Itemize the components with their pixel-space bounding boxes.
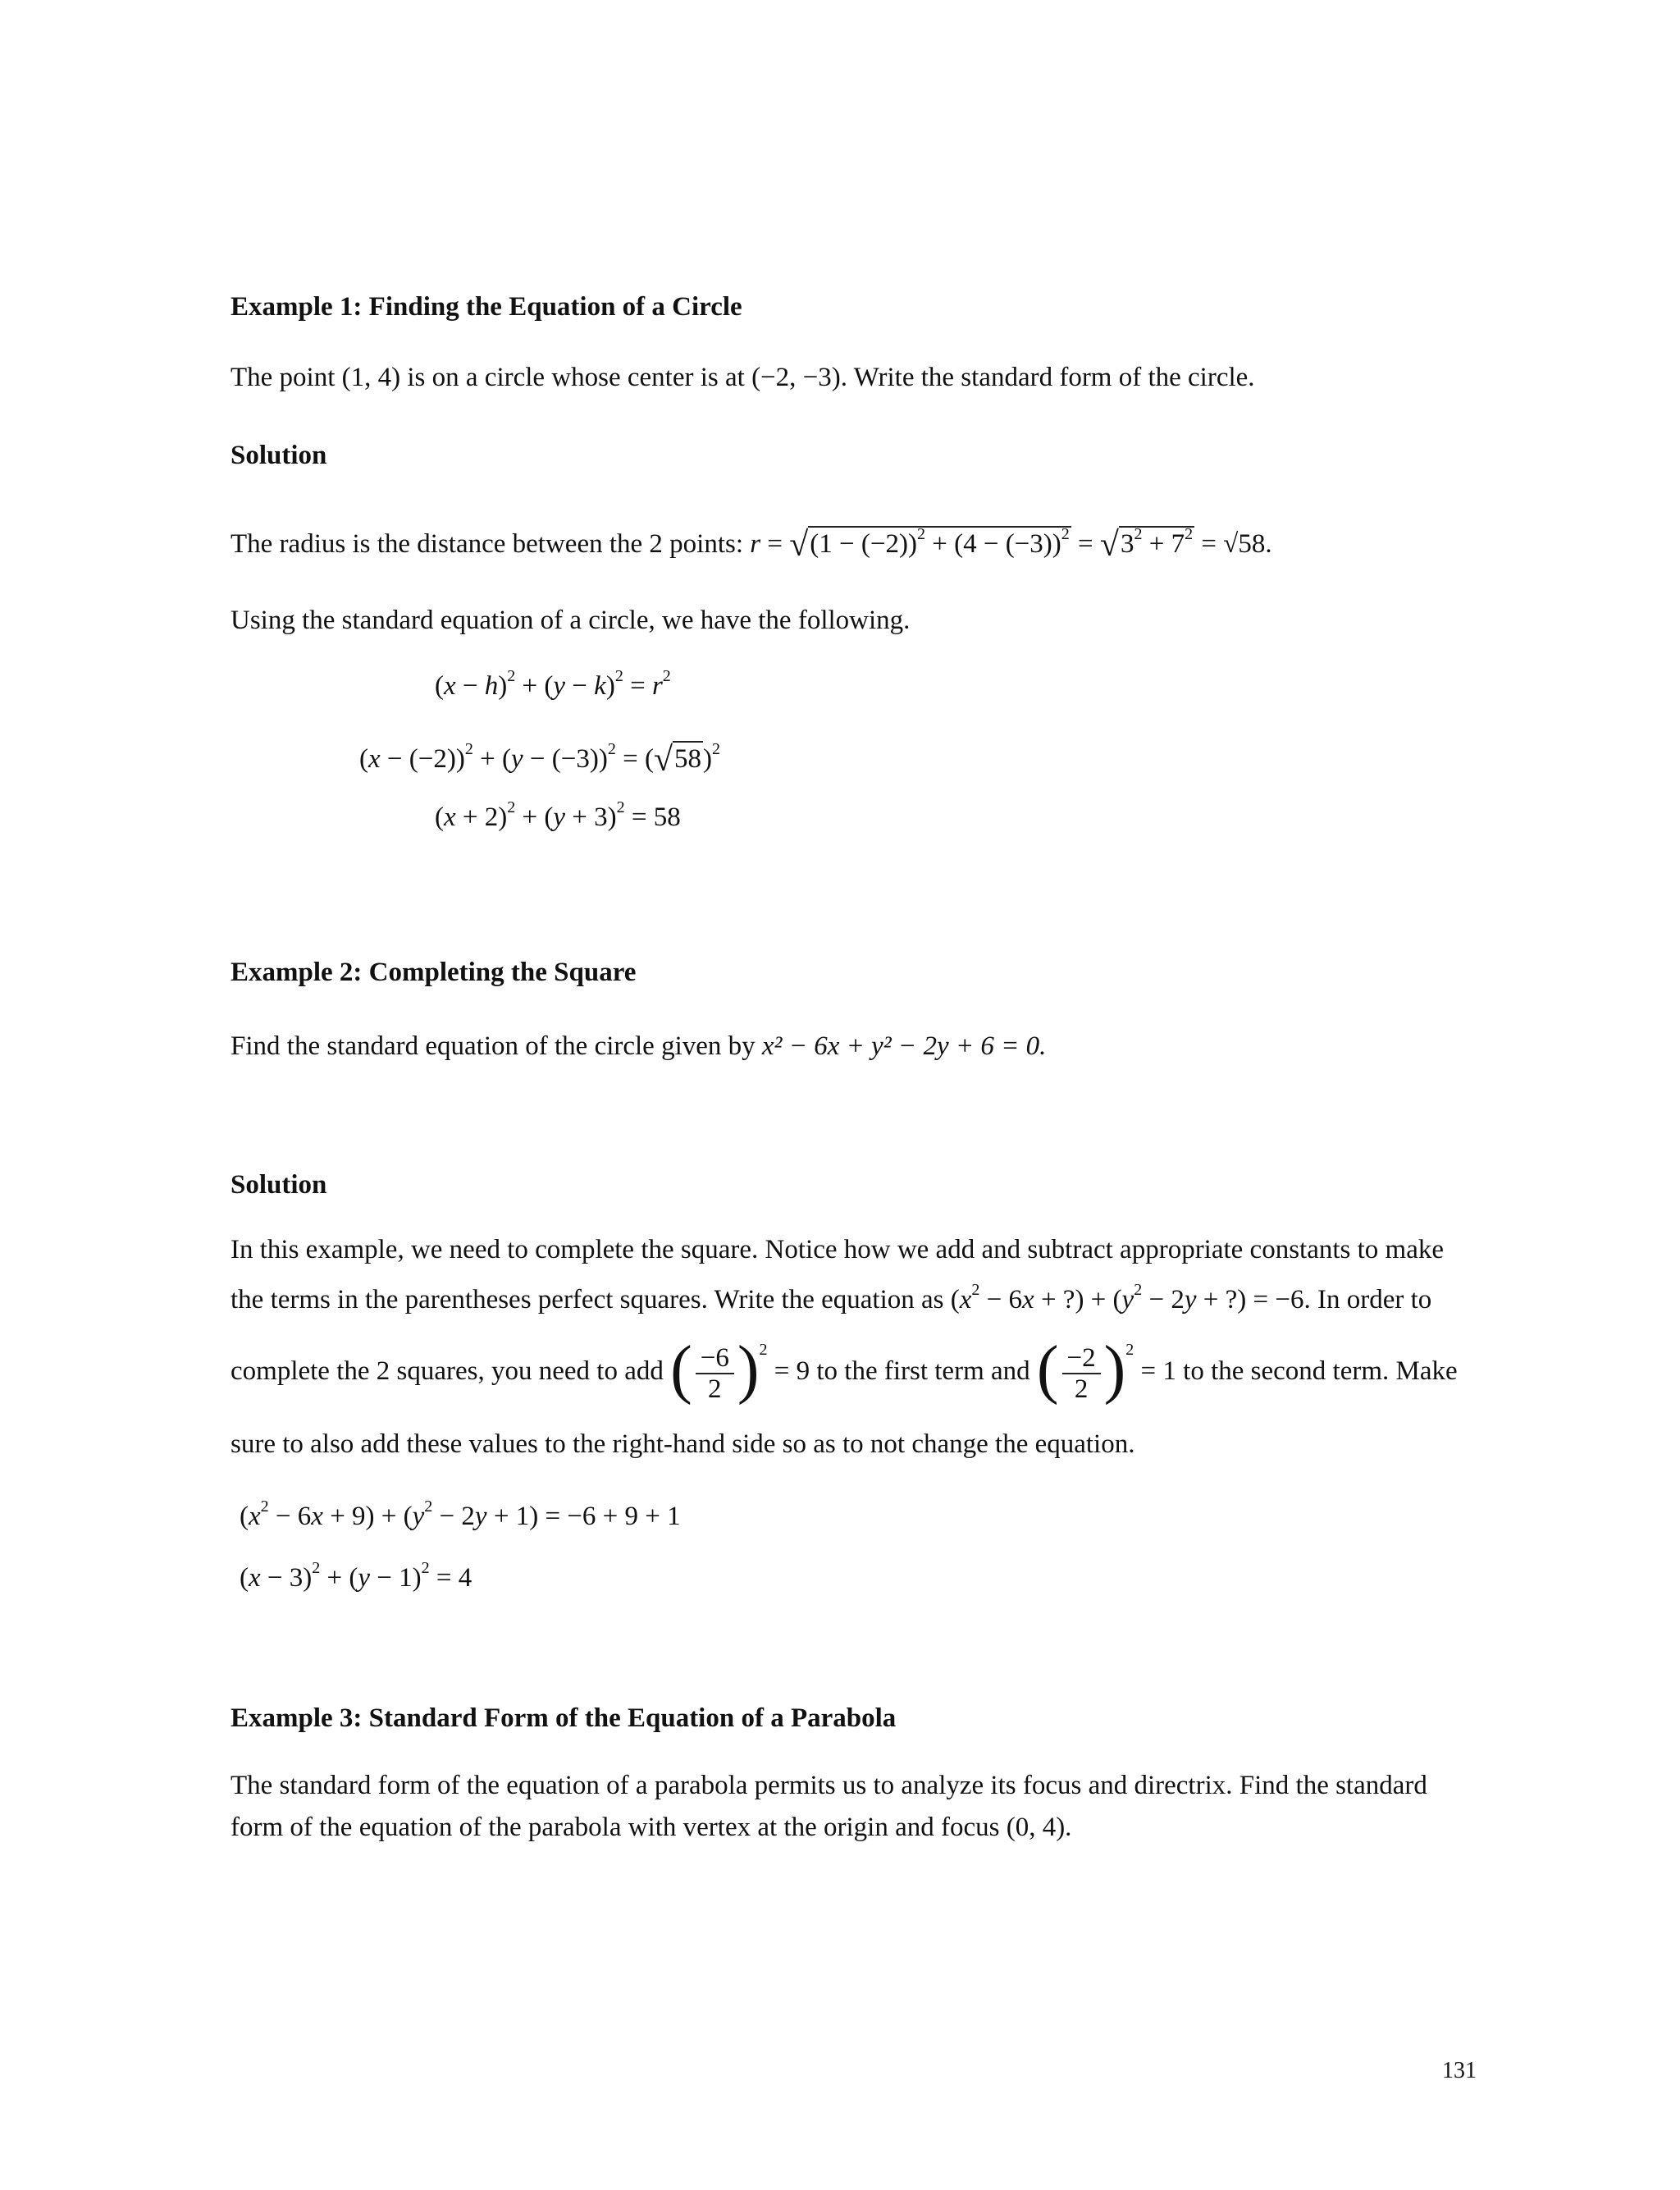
example-2-heading: Example 2: Completing the Square [231,958,637,987]
problem-text-mid: is on a circle whose center is at [407,363,745,392]
example-2-problem [231,1031,1046,1062]
example-3-line-1: The standard form of the equation of a parabola permits us to analyze its focus and directrix. Find the standard [231,1771,1427,1800]
fraction-first-term: $\frac{-6}{2}$ [696,1343,734,1404]
first-term-result: = 9 [774,1356,810,1387]
solution-2-line-3-mid: to the first term and [816,1356,1030,1387]
completed-square-equation: $(x^2 - 6x + 9) + (y^2 - 2y + 1) = -6 + 9 + 1$ [240,1497,681,1531]
solution-2-line-1: In this example, we need to complete the square. Notice how we add and subtract appropriate constants to make [231,1235,1445,1264]
example-3-line-2 [231,1813,1071,1843]
example-3-heading: Example 3: Standard Form of the Equation of a Parabola [231,1703,897,1733]
example-3-line-2-text: form of the equation of the parabola with vertex at the origin and focus [231,1813,1000,1842]
circle-equation-standard: $(x + 2)^2 + (y + 3)^2 = 58$ [435,798,681,832]
solution-2-line-3-pre: complete the 2 squares, you need to add [231,1356,664,1387]
completed-square-result: $(x - 3)^2 + (y - 1)^2 = 4$ [240,1559,472,1593]
problem-text-post: Write the standard form of the circle. [853,363,1255,392]
radius-line [231,522,1272,564]
radius-text: The radius is the distance between the 2 points: [231,529,744,559]
radius-formula: $r = √(1 - (-2))^2 + (4 - (-3))^2 = √3^2 + 7^2 = √58$. [750,525,1272,564]
given-point: (1, 4) [341,363,401,392]
solution-2-line-2-post: In order to [1317,1285,1432,1314]
circle-equation-substituted: $(x - (-2))^2 + (y - (-3))^2 = (√58)^2$ [359,740,720,779]
solution-1-heading: Solution [231,441,327,470]
circle-equation-general: $(x - h)^2 + (y - k)^2 = r^2$ [435,667,671,701]
example-1-heading: Example 1: Finding the Equation of a Circle [231,292,742,322]
fraction-second-term: $\frac{-2}{2}$ [1062,1343,1101,1404]
using-text: Using the standard equation of a circle, we have the following. [231,606,911,635]
example-1-problem [231,363,1255,393]
example-2-problem-text: Find the standard equation of the circle given by [231,1031,756,1061]
parabola-focus: (0, 4). [1006,1813,1072,1842]
solution-2-line-4: sure to also add these values to the right-hand side so as to not change the equation. [231,1429,1135,1459]
solution-2-line-2-text: the terms in the parentheses perfect squares. Write the equation as [231,1285,944,1314]
example-2-problem-equation: x² − 6x + y² − 2y + 6 = 0. [761,1031,1047,1061]
page-number: 131 [1442,2058,1477,2083]
solution-2-line-3: complete the 2 squares, you need to add ( $\frac{-6}{2}$ )$^2$ = 9 to the first term and ( $\frac{-2}{2}$ )$^2$ = 1 to the second term. Make [231,1333,1458,1406]
circle-equation-rhs: = 58 [631,802,681,832]
solution-2-line-3-post: to the second term. Make [1183,1356,1458,1387]
problem-text-pre: The point [231,363,336,392]
solution-2-heading: Solution [231,1170,327,1200]
radius-result: √58. [1223,529,1272,559]
second-term-result: = 1 [1140,1356,1176,1387]
circle-center: (−2, −3). [751,363,848,392]
equation-with-placeholders: ($x^2 - 6x$ + ?) + ($y^2 - 2y$ + ?) = −6. [950,1281,1311,1314]
solution-2-line-2 [231,1281,1432,1315]
